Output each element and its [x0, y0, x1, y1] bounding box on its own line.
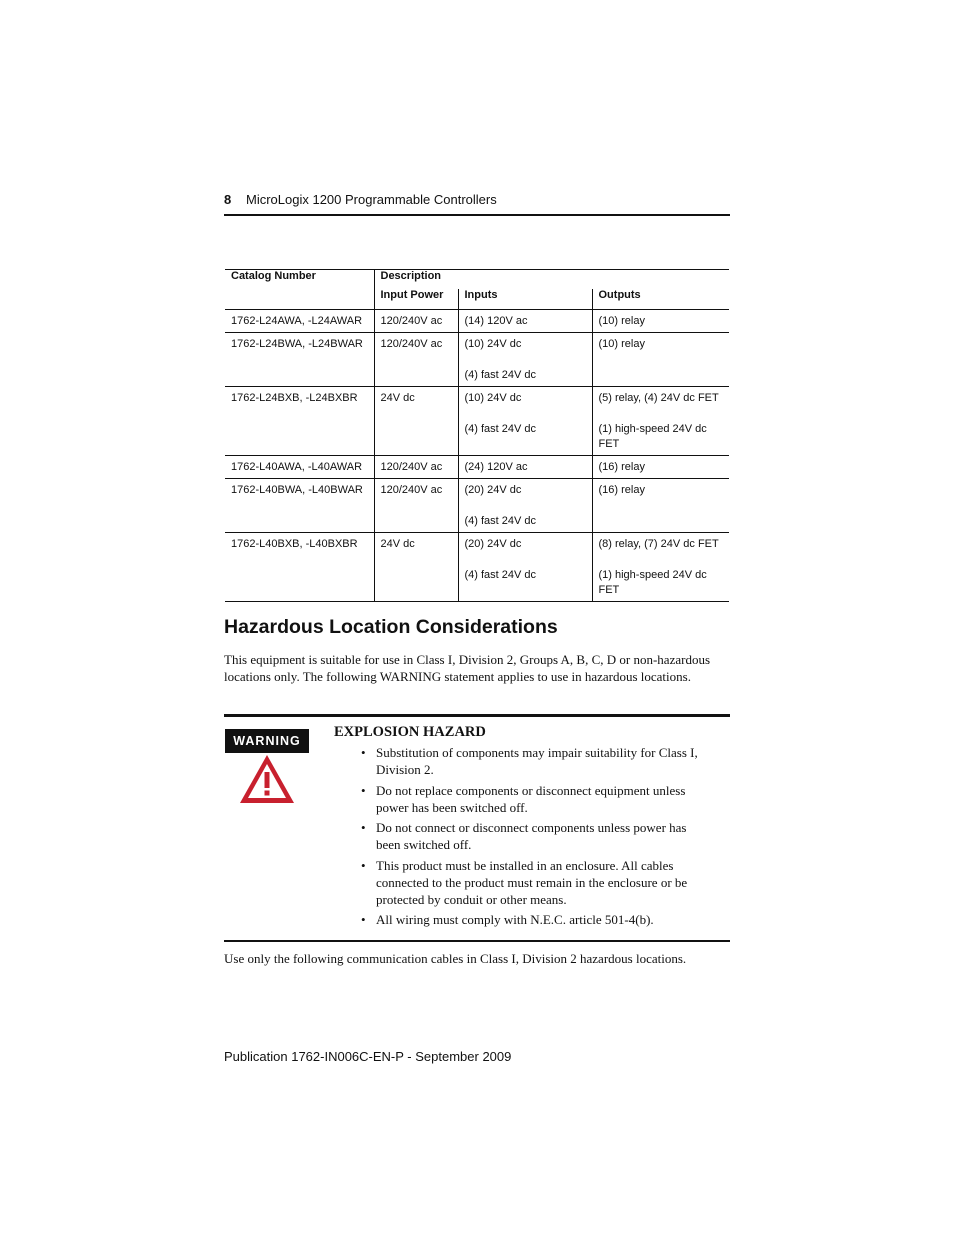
cell-inputs-line: (20) 24V dc: [464, 484, 522, 496]
cell-inputs-line: (20) 24V dc: [464, 538, 522, 550]
cell-catalog: 1762-L40BXB, -L40BXBR: [225, 533, 374, 602]
cell-outputs: [592, 310, 729, 333]
bullet-text: Do not replace components or disconnect equipment unless power has been switched off.: [376, 782, 686, 815]
table-row: [225, 533, 729, 602]
table-subheader-row: [225, 289, 729, 310]
cell-inputs: [458, 533, 592, 602]
warning-list: [361, 744, 707, 932]
cell-outputs: [592, 387, 729, 456]
cell-inputs: [458, 479, 592, 533]
cell-inputs-line: (4) fast 24V dc: [464, 569, 537, 581]
cell-power: 120/240V ac: [374, 310, 458, 333]
cell-catalog: 1762-L24AWA, -L24AWAR: [225, 310, 374, 333]
warning-bottom-rule: [224, 940, 730, 942]
table-row: [225, 310, 729, 333]
bullet: •: [361, 857, 366, 873]
table-row: [225, 456, 729, 479]
cell-outputs-line: (5) relay, (4) 24V dc FET: [598, 392, 719, 404]
cell-inputs-line: (4) fast 24V dc: [464, 423, 537, 435]
publication-footer: Publication 1762-IN006C-EN-P - September 2009: [224, 1049, 512, 1064]
cell-outputs: [592, 479, 729, 533]
section-heading: Hazardous Location Considerations: [224, 616, 558, 638]
warning-top-rule: [224, 714, 730, 717]
col-description: Description: [374, 270, 729, 290]
cell-catalog: 1762-L40BWA, -L40BWAR: [225, 479, 374, 533]
table-row: [225, 479, 729, 533]
cell-inputs: [458, 310, 592, 333]
cell-catalog: 1762-L40AWA, -L40AWAR: [225, 456, 374, 479]
table-row: [225, 333, 729, 387]
page-header: [224, 192, 730, 214]
col-inputs: Inputs: [458, 289, 592, 310]
cell-outputs-line: (1) high-speed 24V dc FET: [598, 569, 707, 596]
cell-outputs-line: (16) relay: [598, 461, 645, 473]
cables-paragraph: Use only the following communication cables in Class I, Division 2 hazardous locations.: [224, 951, 687, 966]
cell-inputs-line: (10) 24V dc: [464, 392, 522, 404]
cell-power: 24V dc: [374, 533, 458, 602]
subheader-blank: [225, 289, 374, 310]
cell-inputs: [458, 456, 592, 479]
cell-outputs: [592, 533, 729, 602]
col-catalog-number: Catalog Number: [225, 270, 374, 290]
col-outputs: Outputs: [592, 289, 729, 310]
bullet-text: This product must be installed in an enclosure. All cables connected to the product must remain in the enclosure or be protected by conduit or other means.: [376, 857, 688, 907]
page-number: 8: [224, 192, 232, 207]
cell-power: 24V dc: [374, 387, 458, 456]
cell-outputs: [592, 456, 729, 479]
table-header-row: [225, 270, 729, 290]
cell-inputs-line: (14) 120V ac: [464, 315, 528, 327]
header-rule: [224, 214, 730, 216]
document-title: MicroLogix 1200 Programmable Controllers: [246, 192, 497, 207]
cell-outputs-line: (10) relay: [598, 315, 645, 327]
cell-power: 120/240V ac: [374, 333, 458, 387]
cell-outputs-line: (1) high-speed 24V dc FET: [598, 423, 707, 450]
warning-title: EXPLOSION HAZARD: [334, 724, 486, 740]
list-item: [361, 857, 707, 908]
list-item: [361, 744, 707, 778]
list-item: [361, 782, 707, 816]
bullet: •: [361, 820, 366, 835]
catalog-table: [225, 269, 729, 602]
cell-inputs-line: (4) fast 24V dc: [464, 515, 537, 527]
warning-badge: WARNING: [225, 729, 309, 753]
bullet-text: All wiring must comply with N.E.C. article 501-4(b).: [376, 912, 654, 927]
cell-catalog: 1762-L24BWA, -L24BWAR: [225, 333, 374, 387]
cell-outputs-line: (10) relay: [598, 338, 645, 350]
list-item: [361, 911, 707, 928]
cell-inputs: [458, 333, 592, 387]
intro-paragraph: This equipment is suitable for use in Class I, Division 2, Groups A, B, C, D or non-hazardous locations only. The following WARNING statement applies to use in hazardous locations.: [224, 652, 711, 684]
bullet: •: [361, 745, 366, 760]
list-item: [361, 819, 707, 853]
table-row: [225, 387, 729, 456]
bullet-text: Substitution of components may impair suitability for Class I, Division 2.: [376, 745, 698, 777]
cell-power: 120/240V ac: [374, 456, 458, 479]
cell-outputs: [592, 333, 729, 387]
bullet-text: Do not connect or disconnect components unless power has been switched off.: [376, 820, 687, 852]
bullet: •: [361, 782, 366, 798]
cell-inputs: [458, 387, 592, 456]
bullet: •: [361, 912, 366, 927]
cell-inputs-line: (10) 24V dc: [464, 338, 522, 350]
cell-outputs-line: (16) relay: [598, 484, 645, 496]
cell-catalog: 1762-L24BXB, -L24BXBR: [225, 387, 374, 456]
col-input-power: Input Power: [374, 289, 458, 310]
cell-power: 120/240V ac: [374, 479, 458, 533]
warning-triangle-icon: [238, 753, 296, 805]
cell-outputs-line: (8) relay, (7) 24V dc FET: [598, 538, 719, 550]
cell-inputs-line: (24) 120V ac: [464, 461, 528, 473]
cell-inputs-line: (4) fast 24V dc: [464, 369, 537, 381]
